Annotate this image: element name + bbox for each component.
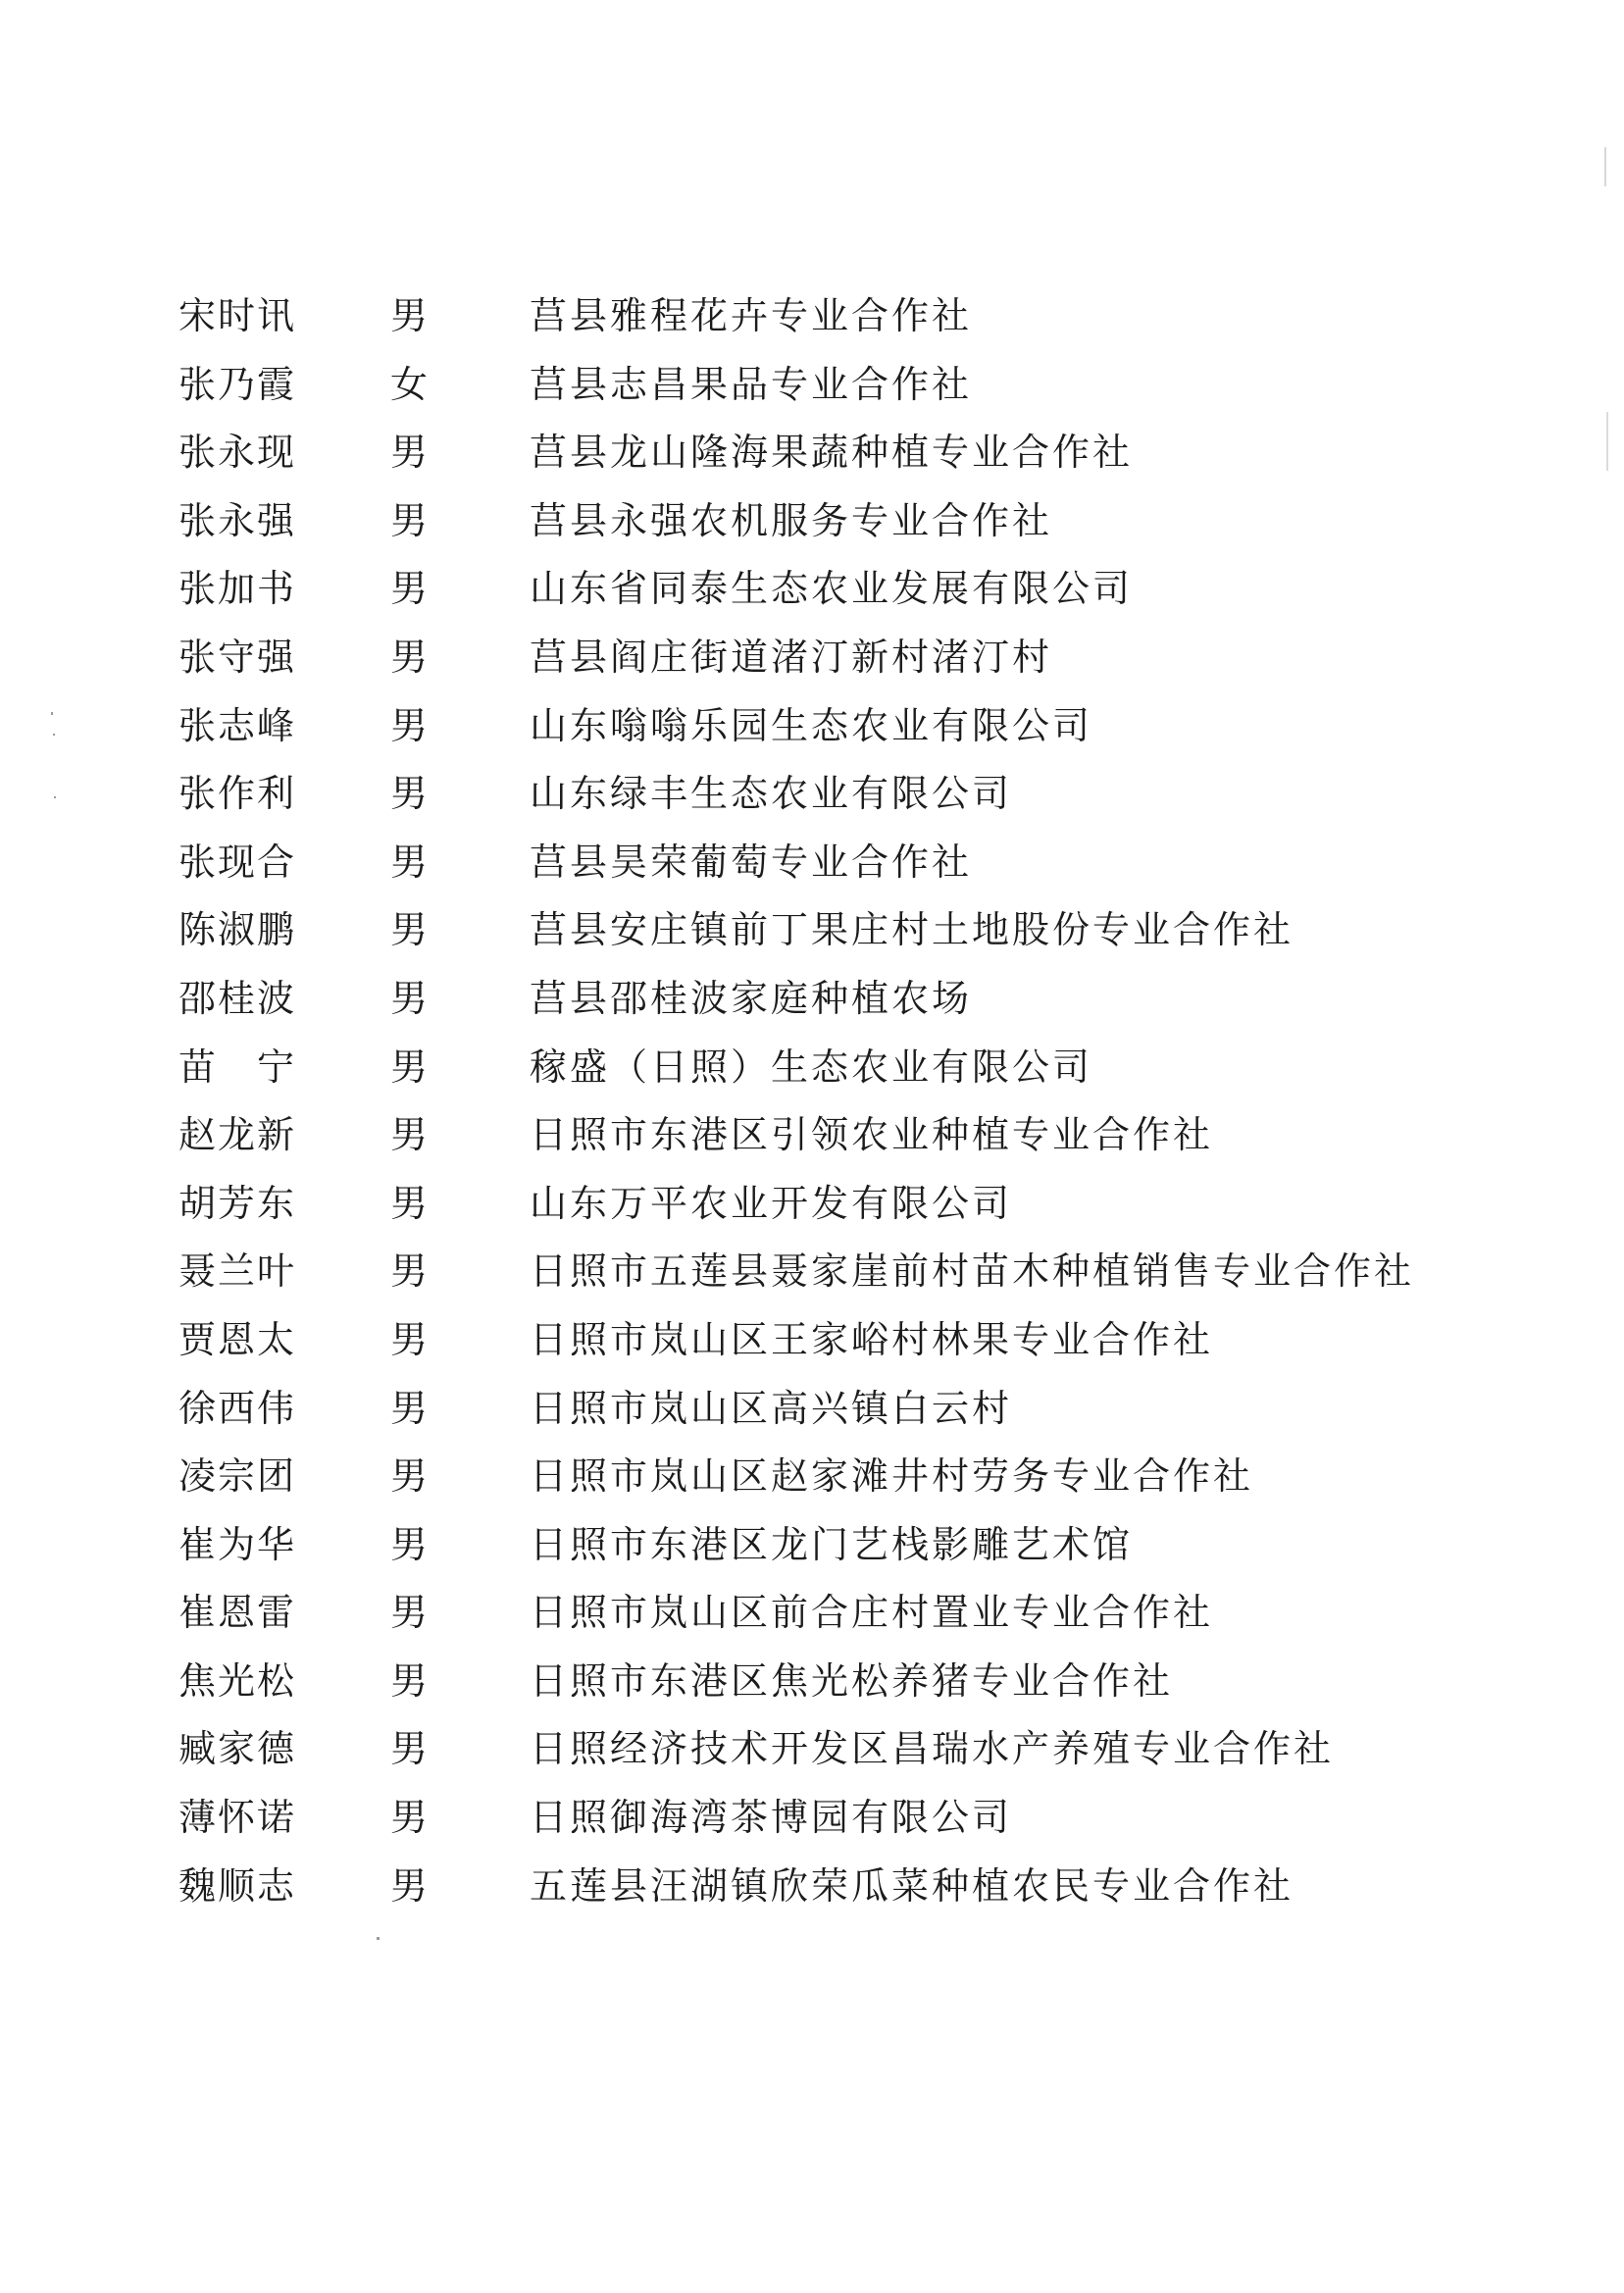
person-organization: 日照市东港区龙门艺栈影雕艺术馆 — [530, 1522, 1134, 1566]
person-organization: 山东绿丰生态农业有限公司 — [530, 772, 1013, 816]
scan-mark — [377, 1937, 380, 1940]
roster-row — [0, 764, 1624, 833]
roster-row — [0, 355, 1624, 424]
person-organization: 莒县雅程花卉专业合作社 — [530, 294, 973, 337]
person-name: 聂兰叶 — [178, 1249, 297, 1294]
roster-row — [0, 1719, 1624, 1788]
person-name: 崔恩雷 — [178, 1591, 297, 1635]
person-organization: 日照市岚山区赵家滩井村劳务专业合作社 — [530, 1454, 1254, 1499]
person-organization: 日照御海湾茶博园有限公司 — [530, 1796, 1013, 1840]
person-gender: 男 — [390, 1658, 431, 1703]
roster-row — [0, 833, 1624, 901]
person-gender: 女 — [390, 362, 431, 406]
person-name: 张现合 — [178, 840, 297, 884]
person-organization: 莒县志昌果品专业合作社 — [530, 362, 973, 406]
person-name: 陈淑鹏 — [178, 908, 297, 952]
person-name: 徐西伟 — [178, 1386, 297, 1430]
person-gender: 男 — [390, 1045, 431, 1089]
person-organization: 山东嗡嗡乐园生态农业有限公司 — [530, 703, 1093, 747]
person-organization: 莒县昊荣葡萄专业合作社 — [530, 840, 973, 884]
person-organization: 莒县阎庄街道渚汀新村渚汀村 — [530, 635, 1053, 679]
person-name: 臧家德 — [178, 1727, 297, 1771]
person-organization: 日照市岚山区王家峪村林果专业合作社 — [530, 1317, 1214, 1361]
roster-row — [0, 628, 1624, 696]
person-organization: 莒县永强农机服务专业合作社 — [530, 498, 1053, 542]
roster-row — [0, 423, 1624, 491]
person-organization: 五莲县汪湖镇欣荣瓜菜种植农民专业合作社 — [530, 1863, 1294, 1908]
person-gender: 男 — [390, 976, 431, 1020]
person-gender: 男 — [390, 1386, 431, 1430]
person-organization: 日照市东港区引领农业种植专业合作社 — [530, 1113, 1214, 1157]
person-gender: 男 — [390, 1727, 431, 1771]
person-organization: 莒县邵桂波家庭种植农场 — [530, 976, 973, 1020]
roster-row — [0, 1583, 1624, 1652]
roster-row — [0, 1174, 1624, 1243]
person-organization: 日照市岚山区前合庄村置业专业合作社 — [530, 1591, 1214, 1635]
person-gender: 男 — [390, 1863, 431, 1908]
roster-row — [0, 1447, 1624, 1515]
person-gender: 男 — [390, 1181, 431, 1225]
person-gender: 男 — [390, 908, 431, 952]
person-name: 张作利 — [178, 772, 297, 816]
person-gender: 男 — [390, 635, 431, 679]
person-gender: 男 — [390, 772, 431, 816]
person-organization: 稼盛（日照）生态农业有限公司 — [530, 1045, 1093, 1089]
person-gender: 男 — [390, 1796, 431, 1840]
person-organization: 日照市五莲县聂家崖前村苗木种植销售专业合作社 — [530, 1249, 1415, 1294]
person-name: 张志峰 — [178, 703, 297, 747]
person-gender: 男 — [390, 703, 431, 747]
person-name: 魏顺志 — [178, 1863, 297, 1908]
person-gender: 男 — [390, 431, 431, 475]
person-name: 赵龙新 — [178, 1113, 297, 1157]
person-name: 胡芳东 — [178, 1181, 297, 1225]
roster-row — [0, 559, 1624, 628]
person-name: 焦光松 — [178, 1658, 297, 1703]
person-name: 张永强 — [178, 498, 297, 542]
person-name: 苗 宁 — [178, 1045, 297, 1089]
roster-row — [0, 1379, 1624, 1448]
roster-row — [0, 1038, 1624, 1106]
person-gender: 男 — [390, 1113, 431, 1157]
roster-row — [0, 491, 1624, 560]
roster-row — [0, 286, 1624, 355]
person-gender: 男 — [390, 1249, 431, 1294]
person-gender: 男 — [390, 1454, 431, 1499]
person-gender: 男 — [390, 840, 431, 884]
person-name: 崔为华 — [178, 1522, 297, 1566]
roster-row — [0, 1310, 1624, 1379]
roster-row — [0, 696, 1624, 765]
person-name: 贾恩太 — [178, 1317, 297, 1361]
roster-row — [0, 1105, 1624, 1174]
person-organization: 日照经济技术开发区昌瑞水产养殖专业合作社 — [530, 1727, 1335, 1771]
person-organization: 山东省同泰生态农业发展有限公司 — [530, 567, 1134, 611]
person-gender: 男 — [390, 1317, 431, 1361]
person-name: 张乃霞 — [178, 362, 297, 406]
person-name: 张永现 — [178, 431, 297, 475]
scan-mark — [1604, 147, 1606, 186]
person-organization: 日照市岚山区高兴镇白云村 — [530, 1386, 1013, 1430]
person-organization: 山东万平农业开发有限公司 — [530, 1181, 1013, 1225]
person-name: 薄怀诺 — [178, 1796, 297, 1840]
person-organization: 日照市东港区焦光松养猪专业合作社 — [530, 1658, 1174, 1703]
roster-row — [0, 1515, 1624, 1584]
roster-list — [0, 286, 1624, 1924]
person-organization: 莒县安庄镇前丁果庄村土地股份专业合作社 — [530, 908, 1294, 952]
roster-row — [0, 900, 1624, 969]
person-gender: 男 — [390, 294, 431, 337]
roster-row — [0, 1857, 1624, 1925]
person-name: 张加书 — [178, 567, 297, 611]
roster-row — [0, 1652, 1624, 1720]
person-name: 宋时讯 — [178, 294, 297, 337]
person-gender: 男 — [390, 1522, 431, 1566]
roster-row — [0, 1242, 1624, 1310]
person-organization: 莒县龙山隆海果蔬种植专业合作社 — [530, 431, 1134, 475]
roster-row — [0, 1788, 1624, 1857]
person-gender: 男 — [390, 567, 431, 611]
person-name: 凌宗团 — [178, 1454, 297, 1499]
person-name: 张守强 — [178, 635, 297, 679]
person-name: 邵桂波 — [178, 976, 297, 1020]
person-gender: 男 — [390, 1591, 431, 1635]
roster-row — [0, 969, 1624, 1038]
person-gender: 男 — [390, 498, 431, 542]
